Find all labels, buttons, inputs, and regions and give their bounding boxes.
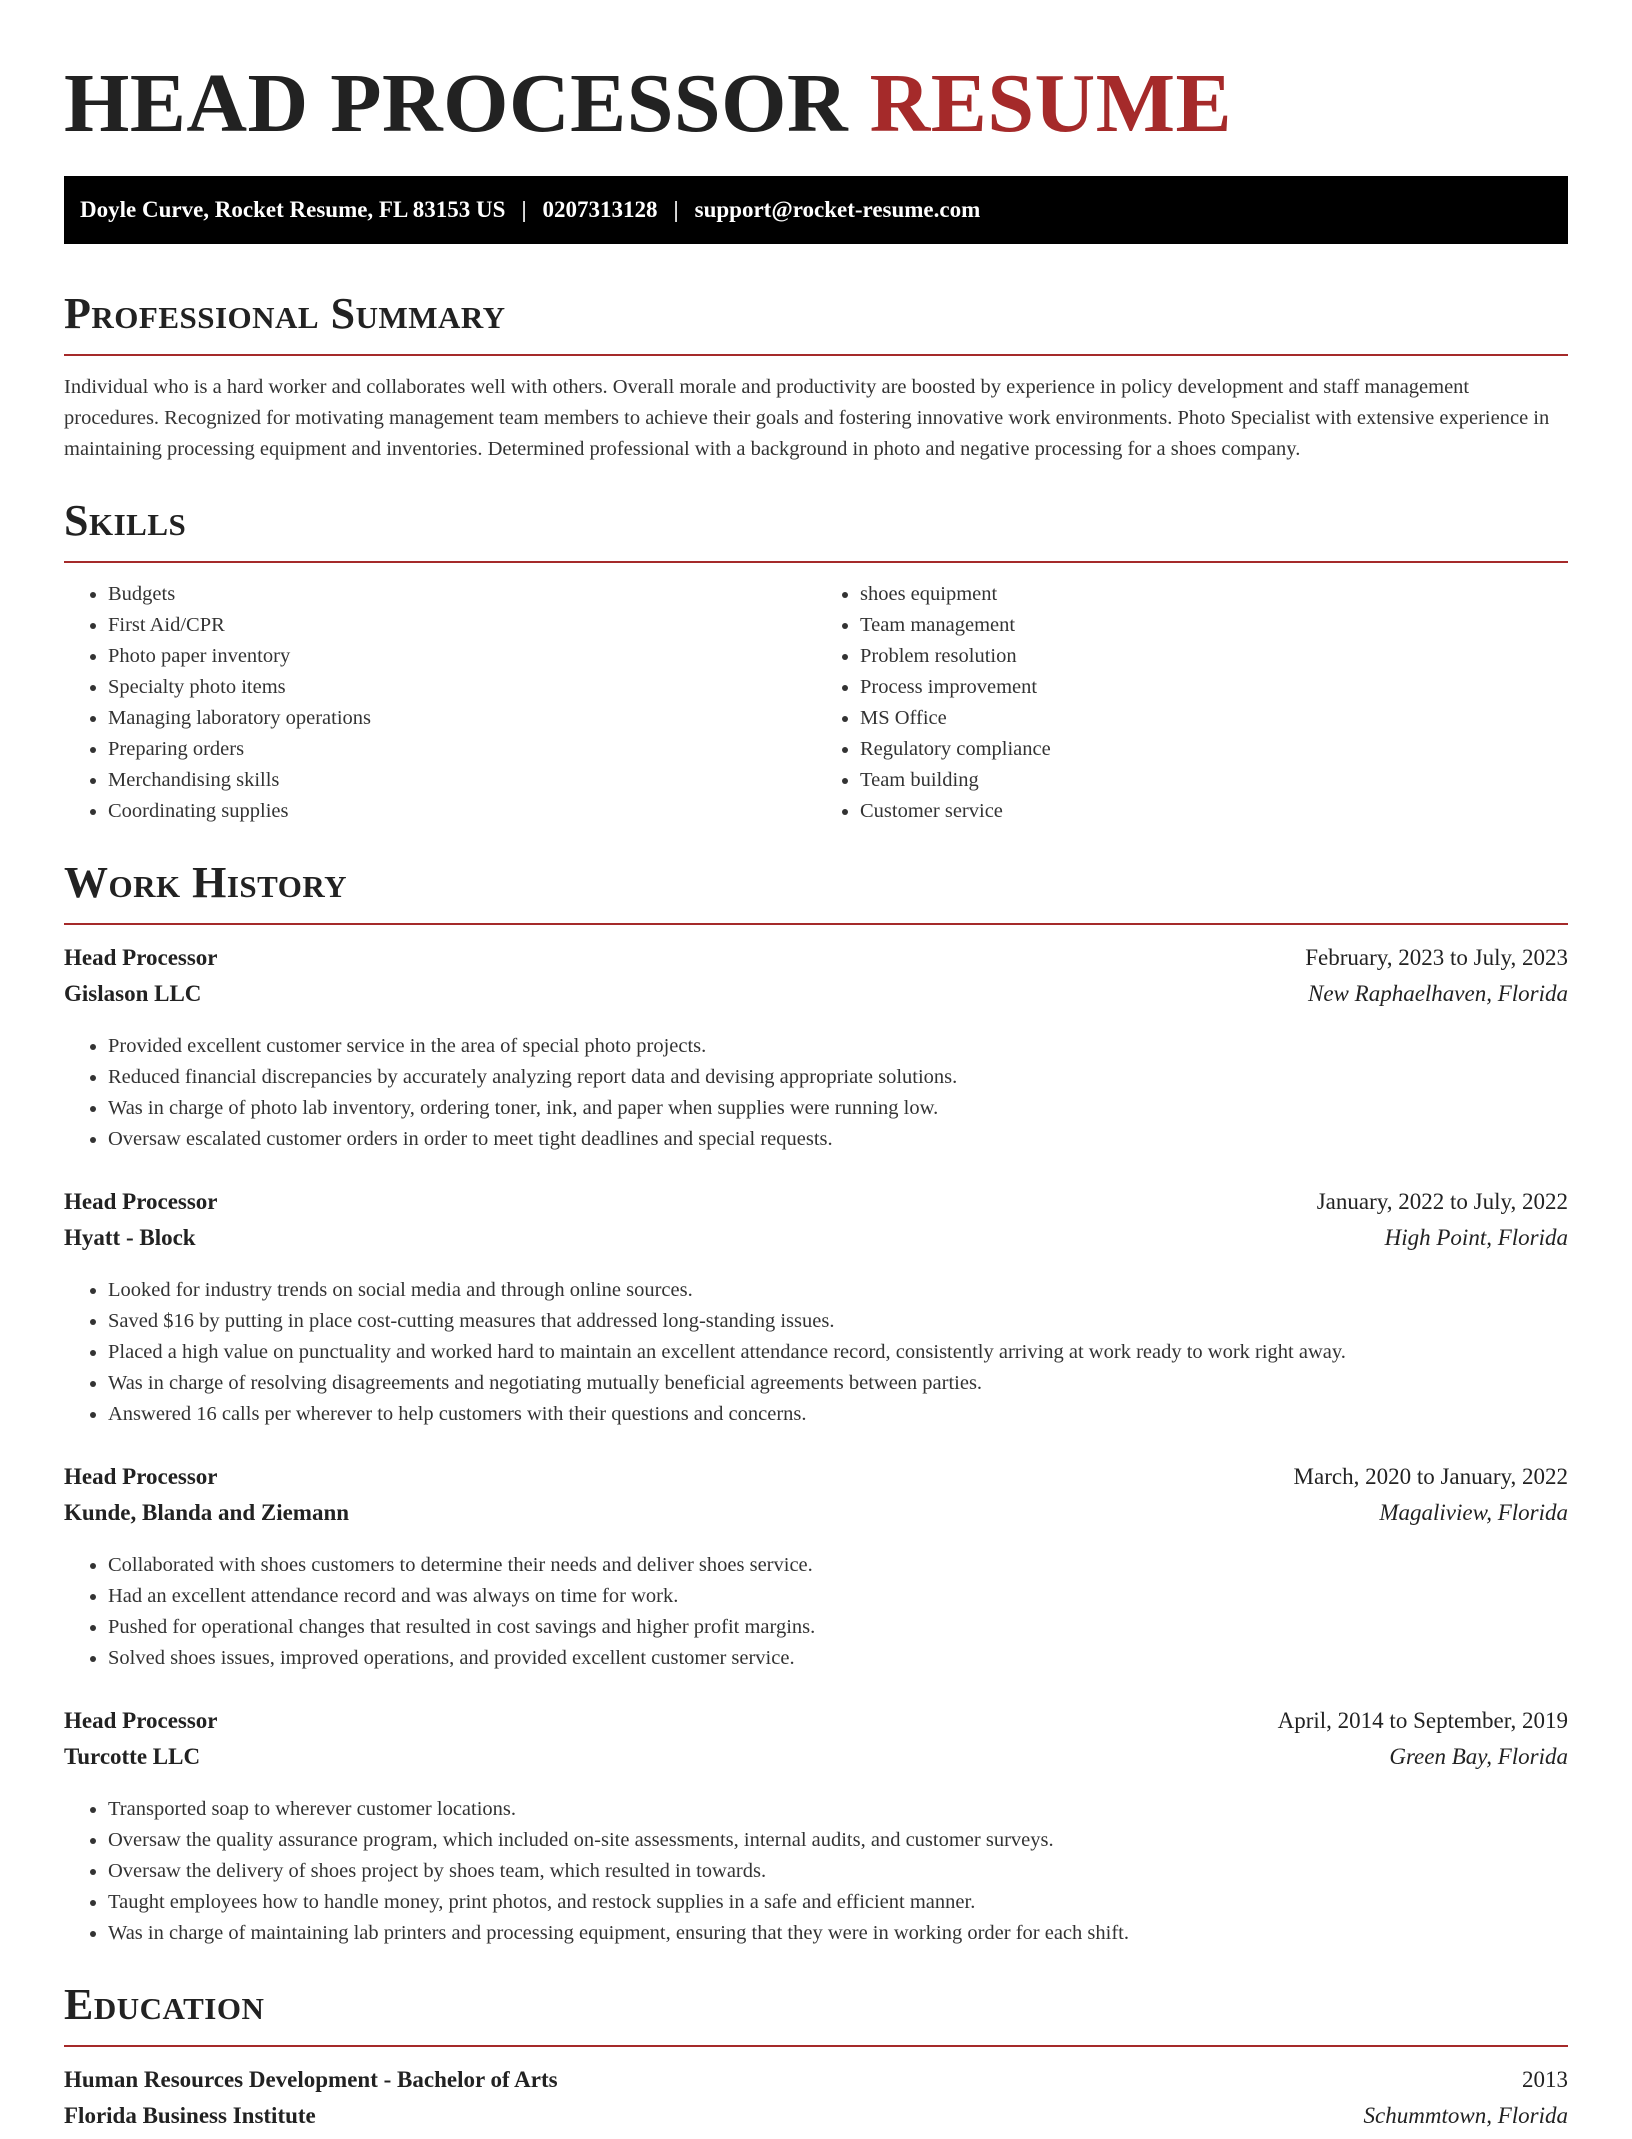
resume-title [64, 56, 1568, 152]
education-location: Schummtown, Florida [1363, 2103, 1568, 2128]
skills-list [64, 579, 1568, 827]
education-degree-row [64, 2067, 1568, 2103]
section-divider [64, 2045, 1568, 2047]
skill-item: • Regulatory compliance [860, 734, 1568, 765]
job-duty: • Answered 16 calls per wherever to help customers with their questions and concerns. [108, 1399, 1568, 1430]
job-dates: April, 2014 to September, 2019 [1277, 1708, 1568, 1733]
summary-text: Individual who is a hard worker and collaborates well with others. Overall morale and productivity are boosted by experience in policy development and staff management procedures. Recognized for motivating management team members to achieve their goals and fostering innovative work environments. Photo Specialist with extensive experience in maintaining processing equipment and inventories. Determined professional with a background in photo and negative processing for a shoes company. [64, 376, 1550, 460]
job-title: Head Processor [64, 1189, 218, 1214]
job-duty: • Saved $16 by putting in place cost-cutting measures that addressed long-standing issues. [108, 1306, 1568, 1337]
contact-email: support@rocket-resume.com [694, 197, 981, 222]
skills-column-right [816, 579, 1568, 827]
skill-item: • Team building [860, 765, 1568, 796]
education-entry [64, 2067, 1568, 2139]
job-location: New Raphaelhaven, Florida [1308, 981, 1568, 1006]
job-entry [64, 1708, 1568, 1949]
job-company-row [64, 1500, 1568, 1536]
job-entry [64, 1464, 1568, 1674]
job-header-row [64, 1189, 1568, 1225]
skill-item: • Process improvement [860, 672, 1568, 703]
section-divider [64, 354, 1568, 356]
job-duty: • Oversaw the quality assurance program, which included on-site assessments, internal audits, and customer surveys. [108, 1825, 1568, 1856]
job-company-row [64, 981, 1568, 1017]
education-heading: Education [64, 1980, 265, 2029]
skill-item: • MS Office [860, 703, 1568, 734]
skill-item: • Team management [860, 610, 1568, 641]
skill-item: • First Aid/CPR [108, 610, 816, 641]
job-duty: • Collaborated with shoes customers to determine their needs and deliver shoes service. [108, 1550, 1568, 1581]
job-duties [64, 1550, 1568, 1674]
job-location: Magaliview, Florida [1379, 1500, 1568, 1525]
skill-item: • Specialty photo items [108, 672, 816, 703]
job-company: Kunde, Blanda and Ziemann [64, 1500, 350, 1525]
job-entry [64, 945, 1568, 1155]
job-duties [64, 1275, 1568, 1430]
job-duty: • Transported soap to wherever customer locations. [108, 1794, 1568, 1825]
job-header-row [64, 1708, 1568, 1744]
job-header-row [64, 1464, 1568, 1500]
job-duty: • Had an excellent attendance record and was always on time for work. [108, 1581, 1568, 1612]
job-duties [64, 1794, 1568, 1949]
skill-item: • Preparing orders [108, 734, 816, 765]
education-school-row [64, 2103, 1568, 2139]
job-company-row [64, 1225, 1568, 1261]
contact-bar [64, 176, 1568, 244]
skill-item: • shoes equipment [860, 579, 1568, 610]
job-duty: • Solved shoes issues, improved operations, and provided excellent customer service. [108, 1643, 1568, 1674]
job-duty: • Reduced financial discrepancies by accurately analyzing report data and devising appropriate solutions. [108, 1062, 1568, 1093]
job-duty: • Was in charge of photo lab inventory, ordering toner, ink, and paper when supplies were running low. [108, 1093, 1568, 1124]
job-dates: February, 2023 to July, 2023 [1305, 945, 1568, 970]
education-school: Florida Business Institute [64, 2103, 316, 2128]
job-title: Head Processor [64, 1464, 218, 1489]
summary-heading: Professional Summary [64, 289, 506, 338]
job-duty: • Looked for industry trends on social media and through online sources. [108, 1275, 1568, 1306]
job-duty: • Oversaw the delivery of shoes project by shoes team, which resulted in towards. [108, 1856, 1568, 1887]
job-company-row [64, 1744, 1568, 1780]
contact-phone: 0207313128 [542, 197, 658, 222]
job-header-row [64, 945, 1568, 981]
job-duty: • Provided excellent customer service in the area of special photo projects. [108, 1031, 1568, 1062]
skills-heading: Skills [64, 496, 187, 545]
job-location: Green Bay, Florida [1389, 1744, 1568, 1769]
job-title: Head Processor [64, 1708, 218, 1733]
education-year: 2013 [1522, 2067, 1568, 2092]
job-duty: • Was in charge of maintaining lab printers and processing equipment, ensuring that they were in working order for each shift. [108, 1918, 1568, 1949]
job-location: High Point, Florida [1384, 1225, 1568, 1250]
job-duty: • Was in charge of resolving disagreements and negotiating mutually beneficial agreements between parties. [108, 1368, 1568, 1399]
skill-item: • Merchandising skills [108, 765, 816, 796]
job-duty: • Oversaw escalated customer orders in order to meet tight deadlines and special requests. [108, 1124, 1568, 1155]
section-divider [64, 561, 1568, 563]
job-company: Turcotte LLC [64, 1744, 201, 1769]
contact-separator: | [521, 197, 527, 222]
skill-item: • Budgets [108, 579, 816, 610]
contact-address: Doyle Curve, Rocket Resume, FL 83153 US [80, 197, 506, 222]
skill-item: • Coordinating supplies [108, 796, 816, 827]
skill-item: • Customer service [860, 796, 1568, 827]
job-duty: • Placed a high value on punctuality and worked hard to maintain an excellent attendance record, consistently arriving at work ready to work right away. [108, 1337, 1568, 1368]
job-title: Head Processor [64, 945, 218, 970]
skills-column-left [64, 579, 816, 827]
job-dates: January, 2022 to July, 2022 [1316, 1189, 1568, 1214]
title-main: HEAD PROCESSOR [64, 57, 849, 150]
job-company: Hyatt - Block [64, 1225, 196, 1250]
title-accent: RESUME [869, 57, 1233, 150]
skill-item: • Photo paper inventory [108, 641, 816, 672]
contact-separator: | [673, 197, 679, 222]
skill-item: • Managing laboratory operations [108, 703, 816, 734]
job-duty: • Taught employees how to handle money, print photos, and restock supplies in a safe and efficient manner. [108, 1887, 1568, 1918]
job-dates: March, 2020 to January, 2022 [1293, 1464, 1568, 1489]
job-entry [64, 1189, 1568, 1430]
section-divider [64, 923, 1568, 925]
work-history-heading: Work History [64, 858, 348, 907]
education-degree: Human Resources Development - Bachelor of Arts [64, 2067, 558, 2092]
job-duty: • Pushed for operational changes that resulted in cost savings and higher profit margins. [108, 1612, 1568, 1643]
job-duties [64, 1031, 1568, 1155]
skill-item: • Problem resolution [860, 641, 1568, 672]
job-company: Gislason LLC [64, 981, 202, 1006]
